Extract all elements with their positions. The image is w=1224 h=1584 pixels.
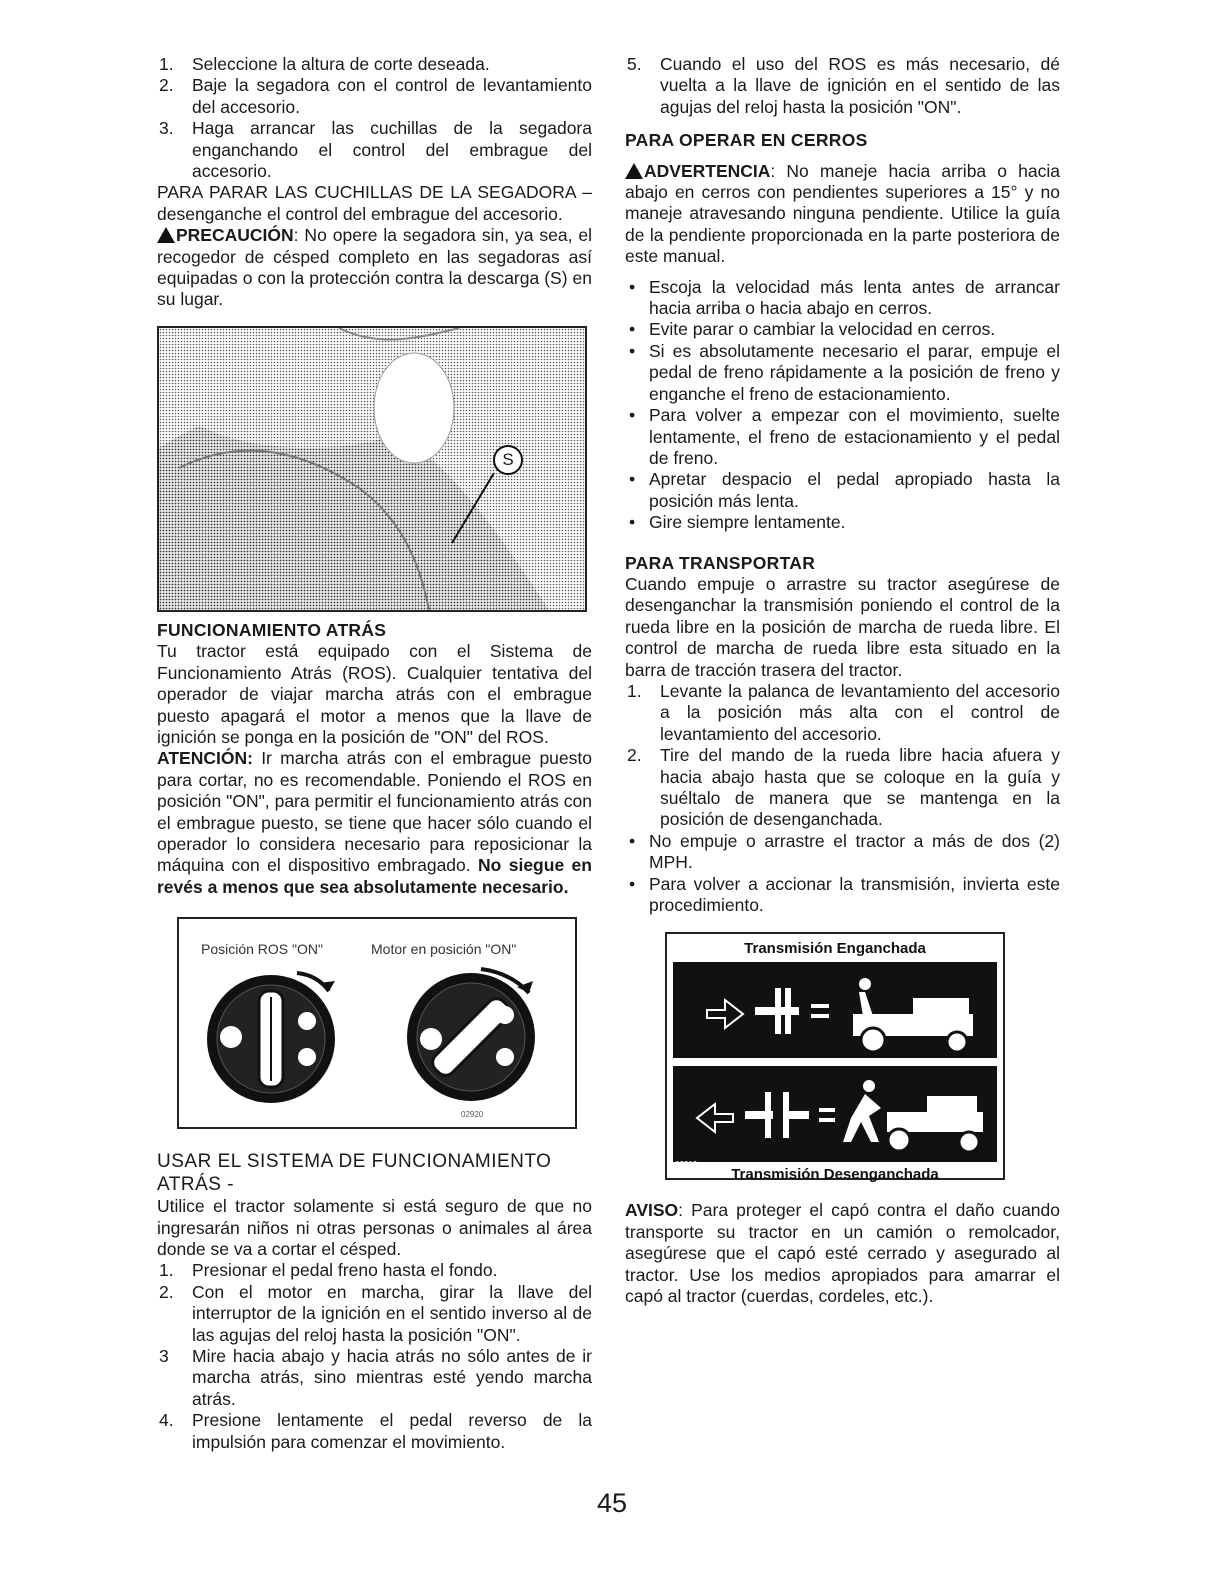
transport-paragraph: Cuando empuje o arrastre su tractor asegúrese de desenganchar la transmisión poniendo el control de la rueda libre en la posición de marcha de rueda libre. El control de marcha de rueda libre esta situado en la barra de tracción trasera del tractor. <box>625 573 1060 680</box>
use-ros-paragraph: Utilice el tractor solamente si está seguro de que no ingresarán niños ni otras personas o animales al área donde se va a cortar el césped. <box>157 1196 592 1259</box>
ros-heading: FUNCIONAMIENTO ATRÁS <box>157 619 387 640</box>
discharge-guard-illustration <box>159 328 585 610</box>
list-item: 1. Seleccione la altura de corte deseada. <box>159 54 490 74</box>
figure-code: 02920 <box>461 1110 484 1120</box>
list-item: 2. Baje la segadora con el control de levantamiento del accesorio. <box>159 75 592 117</box>
attention-paragraph: ATENCIÓN: Ir marcha atrás con el embrague puesto para cortar, no es recomendable. Poniendo el ROS en posición "ON", para permitir el funcionamiento atrás con el embrague puesto, se tiene que hacer sólo cuando el operador lo considera necesario para reposicionar la máquina con el dispositivo embragado. No siegue en revés a menos que sea absolutamente necesario. <box>157 748 592 897</box>
transport-steps <box>625 681 1060 831</box>
warning-triangle-icon <box>625 163 643 179</box>
ignition-key-figure <box>177 917 577 1129</box>
list-item: 3 Mire hacia abajo y hacia atrás no sólo antes de ir marcha atrás, sino mientras esté yendo marcha atrás. <box>159 1346 592 1409</box>
ros-step-5 <box>625 54 1060 118</box>
right-column <box>625 54 1060 1307</box>
list-item: • Evite parar o cambiar la velocidad en cerros. <box>629 319 996 340</box>
page-number: 45 <box>596 1488 628 1518</box>
transmission-icons <box>673 962 997 1162</box>
notice-paragraph: AVISO: Para proteger el capó contra el daño cuando transporte su tractor en un camión o remolcador, asegúrese que el capó esté cerrado y asegurado al tractor. Use los medios apropiados para amarrar el capó al tractor (cuerdas, cordeles, etc.). <box>625 1200 1060 1307</box>
ros-steps <box>157 1260 592 1453</box>
ros-paragraph: Tu tractor está equipado con el Sistema de Funcionamiento Atrás (ROS). Cualquier tentativa del operador de viajar marcha atrás con el embrague puesto apagará el motor a menos que la llave de ignición se ponga en la posición de "ON" del ROS. <box>157 641 592 747</box>
stop-blades-text: PARA PARAR LAS CUCHILLAS DE LA SEGADORA – desenganche el control del embrague del accesorio. <box>157 182 592 224</box>
figure-code: 02219 <box>675 1160 698 1170</box>
list-item: 2. Tire del mando de la rueda libre hacia afuera y hacia abajo hasta que se coloque en la guía y suéltalo de manera que se mantenga en la posición de desenganchada. <box>627 745 1060 830</box>
transport-heading: PARA TRANSPORTAR <box>625 552 816 573</box>
use-ros-heading: USAR EL SISTEMA DE FUNCIONAMIENTO ATRÁS - <box>157 1151 552 1196</box>
transport-bullets <box>625 831 1060 917</box>
list-item: 5. Cuando el uso del ROS es más necesario, dé vuelta a la llave de ignición en el sentido de las agujas del reloj hasta la posición "ON". <box>627 54 1060 117</box>
transmission-figure <box>665 932 1005 1183</box>
warning-triangle-icon <box>157 227 175 243</box>
hills-bullets <box>625 277 1060 534</box>
list-item: • Para volver a empezar con el movimiento, suelte lentamente, el freno de estacionamiento y el pedal de freno. <box>629 405 1060 468</box>
engaged-label: Transmisión Enganchada <box>744 940 926 958</box>
list-item: • Escoja la velocidad más lenta antes de arrancar hacia arriba o hacia abajo en cerros. <box>629 276 1060 319</box>
left-column <box>157 54 592 1453</box>
motor-on-label: Motor en posición "ON" <box>371 941 517 958</box>
list-item: 1. Levante la palanca de levantamiento del accesorio a la posición más alta con el control de levantamiento del accesorio. <box>627 680 1060 744</box>
hills-heading: PARA OPERAR EN CERROS <box>625 130 868 151</box>
list-item: 1. Presionar el pedal freno hasta el fondo. <box>159 1260 498 1281</box>
list-item: • Si es absolutamente necesario el parar, empuje el pedal de freno rápidamente a la posición de freno y enganche el freno de estacionamiento. <box>629 340 1060 404</box>
discharge-guard-figure <box>157 326 587 612</box>
list-item: 2. Con el motor en marcha, girar la llave del interruptor de la ignición en el sentido inverso al de las agujas del reloj hasta la posición "ON". <box>159 1281 592 1345</box>
list-item: • Apretar despacio el pedal apropiado hasta la posición más lenta. <box>629 469 1060 511</box>
ignition-switch-icons <box>179 919 575 1127</box>
ros-on-label: Posición ROS "ON" <box>201 941 323 958</box>
list-item: • Gire siempre lentamente. <box>629 512 846 533</box>
mowing-steps <box>157 54 592 182</box>
list-item: 4. Presione lentamente el pedal reverso de la impulsión para comenzar el movimiento. <box>159 1410 592 1452</box>
precaution-paragraph: PRECAUCIÓN: No opere la segadora sin, ya sea, el recogedor de césped completo en las segadoras así equipadas o con la protección contra la descarga (S) en su lugar. <box>157 225 592 310</box>
list-item: • Para volver a accionar la transmisión, invierta este procedimiento. <box>629 873 1060 916</box>
disengaged-label: Transmisión Desenganchada <box>731 1165 939 1183</box>
list-item: • No empuje o arrastre el tractor a más de dos (2) MPH. <box>629 830 1060 873</box>
warning-paragraph: ADVERTENCIA: No maneje hacia arriba o hacia abajo en cerros con pendientes superiores a 15° y no maneje atravesando ninguna pendiente. Utilice la guía de la pendiente proporcionada en la parte posteriora de este manual. <box>625 160 1060 267</box>
list-item: 3. Haga arrancar las cuchillas de la segadora enganchando el control del embrague del accesorio. <box>159 118 592 182</box>
callout-s: S <box>493 445 523 475</box>
